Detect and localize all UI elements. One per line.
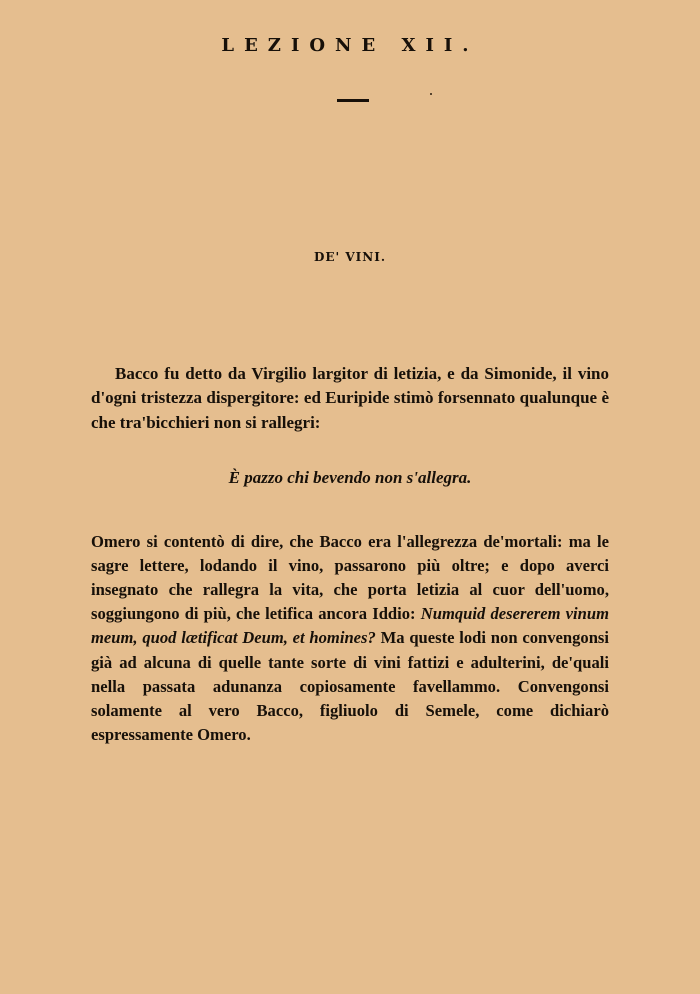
chapter-title: LEZIONE XII. (221, 35, 479, 56)
quoted-verse: È pazzo chi bevendo non s'allegra. (228, 468, 472, 487)
first-paragraph-text: Bacco fu detto da Virgilio largitor di letizia, e da Simonide, il vino d'ogni tristezza dispergitore: ed Euripide stimò forsennato qualunque è che tra'bicchieri non si rallegri: (91, 364, 609, 432)
print-speck (430, 93, 432, 95)
second-paragraph-closing: Ma queste lodi non convengonsi già ad alcuna di quelle tante sorte di vini fattizi e adulterini, de'quali nella passata adunanza copiosamente favellammo. Convengonsi solamente al vero Bacco, figliuolo di Semele, come dichiarò espressamente Omero. (91, 628, 609, 745)
latin-quotation: Numquid desererem vinum meum, quod lætificat Deum, et homines? (91, 604, 609, 648)
section-title: DE' VINI. (313, 250, 387, 264)
first-paragraph (91, 362, 609, 435)
second-paragraph (91, 530, 609, 748)
second-paragraph-opening: Omero si contentò di dire, che Bacco era l'allegrezza de'mortali: ma le sagre lettere, lodando il vino, passarono più oltre; e dopo averci insegnato che rallegra la vita, che porta letizia al cuor dell'uomo, soggiungono di più, che letifica ancora Iddio: (91, 531, 609, 624)
title-rule (337, 99, 369, 102)
